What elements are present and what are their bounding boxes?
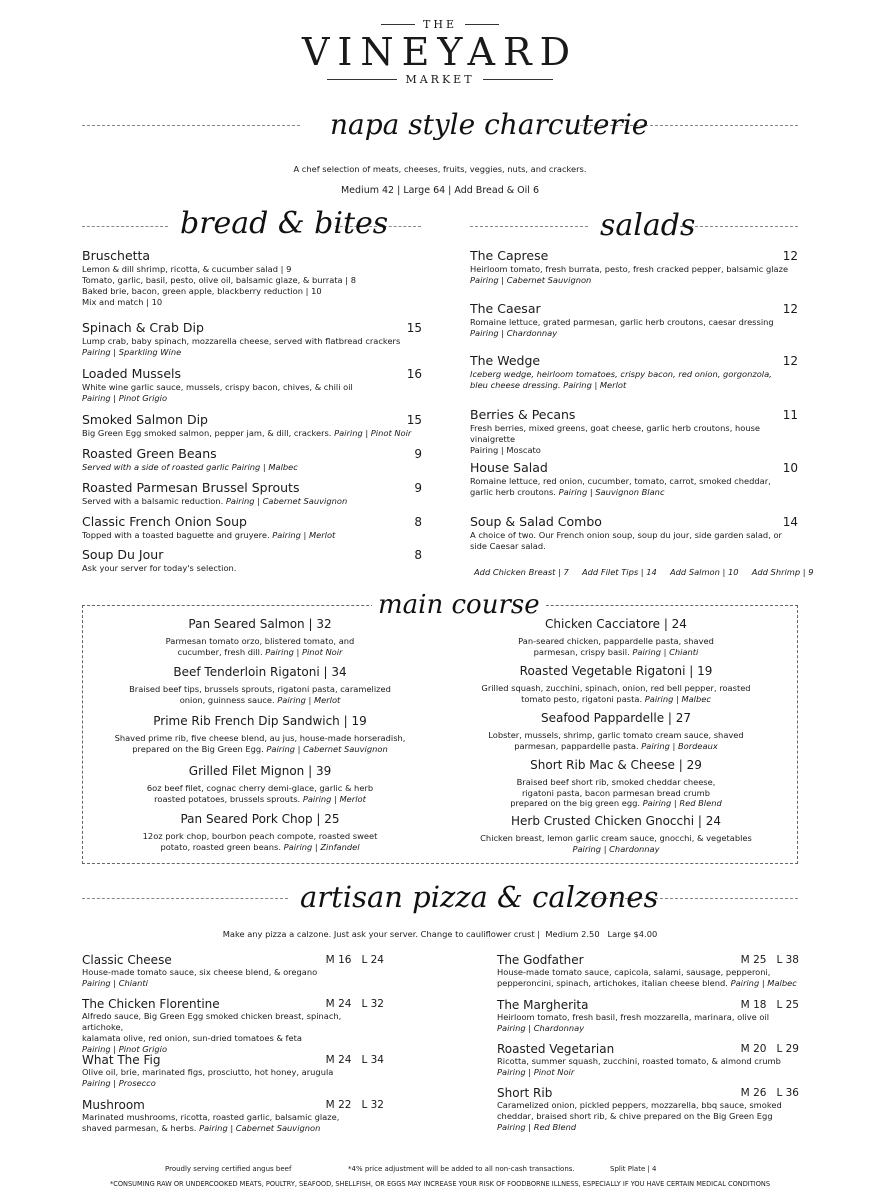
item-desc: A choice of two. Our French onion soup, soup du jour, side garden salad, or [470,530,782,540]
main-course-item [456,663,776,704]
item-name: The Chicken Florentine [82,997,220,1011]
item-desc: Heirloom tomato, fresh burrata, pesto, fresh cracked pepper, balsamic glaze [470,264,789,274]
charcuterie-heading: napa style charcuterie [330,108,649,141]
item-desc: Parmesan tomato orzo, blistered tomato, and [165,636,355,646]
item-price: 11 [782,408,798,422]
item-desc: White wine garlic sauce, mussels, crispy bacon, chives, & chili oil [82,382,353,392]
item-desc: rigatoni pasta, bacon parmesan bread crumb [521,787,711,798]
divider [82,125,300,126]
item-pairing: Pairing | Merlot [272,530,336,540]
item-sizes: M 18 L 25 [740,999,799,1011]
pizza-item [82,953,384,989]
item-pairing: Pairing | Chardonnay [497,1023,585,1033]
item-name: Smoked Salmon Dip [82,412,208,427]
item-desc: Topped with a toasted baguette and gruyere. [82,530,270,540]
item-desc: Iceberg wedge, heirloom tomatoes, crispy bacon, red onion, gorgonzola, [470,369,772,379]
item-name: What The Fig [82,1053,161,1067]
menu-item-loaded-mussels [82,366,422,404]
charcuterie-description: A chef selection of meats, cheeses, fruits, veggies, nuts, and crackers. [293,164,587,174]
footer-split-plate: Split Plate | 4 [610,1165,657,1173]
menu-item-spinach-crab-dip [82,320,422,358]
item-desc: Lobster, mussels, shrimp, garlic tomato cream sauce, shaved [488,730,744,740]
pizza-item [497,998,799,1034]
item-name: Spinach & Crab Dip [82,320,204,335]
item-price: 16 [406,367,422,381]
item-name: The Wedge [470,353,541,368]
pizza-note: Make any pizza a calzone. Just ask your server. Change to cauliflower crust | Medium 2.50 Large $4.00 [222,929,658,939]
item-desc: garlic herb croutons. [470,487,556,497]
item-price: 12 [782,302,798,316]
item-pairing: Pairing | Cabernet Sauvignon [199,1123,321,1133]
item-pairing: Pairing | Pinot Noir [334,428,412,438]
pizza-heading: artisan pizza & calzones [300,880,659,914]
pizza-item [497,953,799,989]
item-desc: Lump crab, baby spinach, mozzarella cheese, served with flatbread crackers [82,336,401,346]
item-pairing: Pairing | Sparkling Wine [82,347,182,357]
menu-item-soup-du-jour [82,547,422,574]
menu-item-soup-salad-combo [470,514,798,552]
item-desc: Pairing | Moscato [470,445,541,455]
item-name: Roasted Vegetarian [497,1042,615,1056]
item-desc: Lemon & dill shrimp, ricotta, & cucumber salad | 9 [82,264,292,274]
item-sizes: M 24 L 34 [325,1054,384,1066]
item-pairing: Pairing | Sauvignon Blanc [558,487,665,497]
pizza-item [497,1086,799,1133]
item-name: Prime Rib French Dip Sandwich | 19 [153,714,367,728]
item-name: Grilled Filet Mignon | 39 [188,764,332,778]
main-course-heading: main course [372,590,546,620]
item-name: Classic French Onion Soup [82,514,247,529]
item-desc: tomato pesto, rigatoni pasta. [521,693,643,704]
item-price: 15 [406,413,422,427]
item-name: House Salad [470,460,548,475]
divider [82,898,288,899]
footer-angus: Proudly serving certified angus beef [165,1165,292,1173]
logo-the: THE [0,18,880,31]
item-sizes: M 20 L 29 [740,1043,799,1055]
menu-item-berries-pecans [470,407,798,456]
item-name: Seafood Pappardelle | 27 [540,711,692,725]
item-desc: Olive oil, brie, marinated figs, prosciutto, hot honey, arugula [82,1067,334,1077]
item-name: Loaded Mussels [82,366,181,381]
item-desc: 12oz pork chop, bourbon peach compote, roasted sweet [142,831,378,841]
main-course-item [100,763,420,804]
item-desc: Braised beef tips, brussels sprouts, rigatoni pasta, caramelized [129,684,391,694]
menu-item-house-salad [470,460,798,498]
pizza-item [497,1042,799,1078]
item-desc: Ask your server for today's selection. [82,563,237,573]
item-desc: Shaved prime rib, five cheese blend, au jus, house-made horseradish, [114,733,406,743]
item-name: Chicken Cacciatore | 24 [545,617,687,631]
item-pairing: Pairing | Prosecco [82,1078,156,1088]
item-pairing: Pairing | Cabernet Sauvignon [225,496,348,506]
divider [680,226,798,227]
main-course-item [456,757,776,809]
menu-item-french-onion-soup [82,514,422,541]
logo-name: VINEYARD [301,30,579,74]
item-desc: Big Green Egg smoked salmon, pepper jam, & dill, crackers. [82,428,332,438]
item-desc: pepperoncini, spinach, artichokes, italian cheese blend. [497,978,728,988]
item-desc: Served with a balsamic reduction. [82,496,224,506]
item-price: 8 [414,548,422,562]
item-desc: parmesan, crispy basil. [533,646,630,657]
item-name: Short Rib [497,1086,553,1100]
item-pairing: Pairing | Pinot Noir [497,1067,575,1077]
item-desc: prepared on the big green egg. [510,798,640,808]
item-desc: Romaine lettuce, red onion, cucumber, tomato, carrot, smoked cheddar, [470,476,771,486]
item-name: Pan Seared Salmon | 32 [188,617,332,631]
item-desc: Romaine lettuce, grated parmesan, garlic herb croutons, caesar dressing [470,317,774,327]
footer-adjustment: *4% price adjustment will be added to all non-cash transactions. [348,1165,575,1173]
item-desc: Caramelized onion, pickled peppers, mozzarella, bbq sauce, smoked [497,1100,782,1110]
item-pairing: Pairing | Red Blend [642,798,722,808]
item-desc: shaved parmesan, & herbs. [82,1123,197,1133]
menu-item-caesar [470,301,798,339]
logo-market: MARKET [0,73,880,86]
menu-item-brussel-sprouts [82,480,422,507]
pizza-item [82,1053,384,1089]
main-course-item [456,616,776,657]
item-pairing: Pairing | Merlot [277,694,341,705]
item-name: Soup Du Jour [82,547,164,562]
item-pairing: Pairing | Pinot Noir [265,646,343,657]
item-name: Soup & Salad Combo [470,514,602,529]
item-name: Mushroom [82,1098,145,1112]
item-pairing: Pairing | Malbec [644,693,711,704]
item-pairing: Pairing | Pinot Grigio [82,393,168,403]
item-desc: roasted potatoes, brussels sprouts. [154,793,301,804]
footer-warning: *CONSUMING RAW OR UNDERCOOKED MEATS, POULTRY, SEAFOOD, SHELLFISH, OR EGGS MAY INCREASE YOUR RISK OF FOODBORNE ILLNESS, ESPECIALLY IF YOU HAVE CERTAIN MEDICAL CONDITIONS [109,1180,771,1188]
menu-item-caprese [470,248,798,286]
item-pairing: Pairing | Chardonnay [572,843,660,854]
item-desc: kalamata olive, red onion, sun-dried tomatoes & feta [82,1033,302,1043]
main-course-item [456,813,776,854]
pizza-item [82,997,384,1055]
item-desc: bleu cheese dressing. Pairing | Merlot [470,380,627,390]
bread-bites-heading: bread & bites [180,206,389,241]
item-desc: Alfredo sauce, Big Green Egg smoked chicken breast, spinach, artichoke, [82,1011,342,1032]
item-name: Short Rib Mac & Cheese | 29 [530,758,702,772]
item-pairing: Pairing | Cabernet Sauvignon [470,275,592,285]
divider [82,226,168,227]
item-sizes: M 16 L 24 [325,954,384,966]
item-name: Herb Crusted Chicken Gnocchi | 24 [510,814,722,828]
item-price: 8 [414,515,422,529]
item-name: Beef Tenderloin Rigatoni | 34 [173,665,347,679]
item-price: 9 [414,481,422,495]
menu-item-roasted-green-beans [82,446,422,473]
item-desc: Baked brie, bacon, green apple, blackberry reduction | 10 [82,286,322,296]
item-name: Bruschetta [82,248,151,263]
item-desc: Ricotta, summer squash, zucchini, roasted tomato, & almond crumb [497,1056,781,1066]
item-pairing: Pairing | Zinfandel [283,841,360,852]
item-desc: side Caesar salad. [470,541,546,551]
item-desc: 6oz beef filet, cognac cherry demi-glace, garlic & herb [146,783,374,793]
item-name: The Godfather [497,953,584,967]
salad-addons: Add Chicken Breast | 7 Add Filet Tips | 14 Add Salmon | 10 Add Shrimp | 9 [474,567,814,577]
item-desc: Pan-seared chicken, pappardelle pasta, shaved [518,636,714,646]
divider [470,226,588,227]
item-name: Pan Seared Pork Chop | 25 [180,812,340,826]
item-desc: parmesan, pappardelle pasta. [514,740,639,751]
item-price: 10 [782,461,798,475]
main-course-item [100,616,420,657]
item-desc: Mix and match | 10 [82,297,163,307]
item-pairing: Pairing | Chianti [632,646,699,657]
item-pairing: Pairing | Chardonnay [470,328,558,338]
item-name: The Caprese [470,248,549,263]
main-course-item [456,710,776,751]
item-sizes: M 22 L 32 [325,1099,384,1111]
item-name: Roasted Parmesan Brussel Sprouts [82,480,300,495]
item-desc: Tomato, garlic, basil, pesto, olive oil, balsamic glaze, & burrata | 8 [82,275,356,285]
menu-item-wedge [470,353,798,391]
item-price: 9 [414,447,422,461]
charcuterie-prices: Medium 42 | Large 64 | Add Bread & Oil 6 [340,185,539,196]
menu-item-bruschetta [82,248,422,308]
item-name: Berries & Pecans [470,407,576,422]
item-desc: Braised beef short rib, smoked cheddar cheese, [516,777,716,787]
item-pairing: Pairing | Merlot [302,793,366,804]
item-name: Roasted Vegetable Rigatoni | 19 [519,664,713,678]
item-name: The Margherita [497,998,589,1012]
item-pairing: Pairing | Bordeaux [641,740,718,751]
item-name: The Caesar [470,301,541,316]
item-desc: onion, guinness sauce. [179,694,275,705]
item-desc: Served with a side of roasted garlic Pairing | Malbec [82,462,298,472]
item-sizes: M 25 L 38 [740,954,799,966]
item-desc: cheddar, braised short rib, & chive prepared on the Big Green Egg [497,1111,773,1121]
item-desc: House-made tomato sauce, capicola, salami, sausage, pepperoni, [497,967,771,977]
item-desc: Fresh berries, mixed greens, goat cheese, garlic herb croutons, house vinaigrette [470,423,761,444]
item-price: 14 [782,515,798,529]
item-sizes: M 26 L 36 [740,1087,799,1099]
main-course-item [100,713,420,754]
item-desc: prepared on the Big Green Egg. [132,743,264,754]
item-desc: Marinated mushrooms, ricotta, roasted garlic, balsamic glaze, [82,1112,340,1122]
item-pairing: Pairing | Cabernet Sauvignon [266,743,388,754]
item-desc: potato, roasted green beans. [160,841,281,852]
item-pairing: Pairing | Malbec [730,978,797,988]
menu-item-smoked-salmon-dip [82,412,422,439]
item-desc: Heirloom tomato, fresh basil, fresh mozzarella, marinara, olive oil [497,1012,770,1022]
main-course-item [100,664,420,705]
item-desc: Grilled squash, zucchini, spinach, onion, red bell pepper, roasted [481,683,751,693]
vineyard-market-logo [0,18,880,86]
item-pairing: Pairing | Red Blend [497,1122,577,1132]
salads-heading: salads [600,208,696,243]
item-price: 12 [782,354,798,368]
item-desc: Chicken breast, lemon garlic cream sauce, gnocchi, & vegetables [480,833,752,843]
item-name: Classic Cheese [82,953,172,967]
item-price: 12 [782,249,798,263]
item-pairing: Pairing | Pinot Grigio [82,1044,168,1054]
item-name: Roasted Green Beans [82,446,217,461]
item-desc: House-made tomato sauce, six cheese blend, & oregano [82,967,318,977]
pizza-item [82,1098,384,1134]
main-course-item [100,811,420,852]
item-desc: cucumber, fresh dill. [177,646,263,657]
item-price: 15 [406,321,422,335]
item-pairing: Pairing | Chianti [82,978,148,988]
item-sizes: M 24 L 32 [325,998,384,1010]
